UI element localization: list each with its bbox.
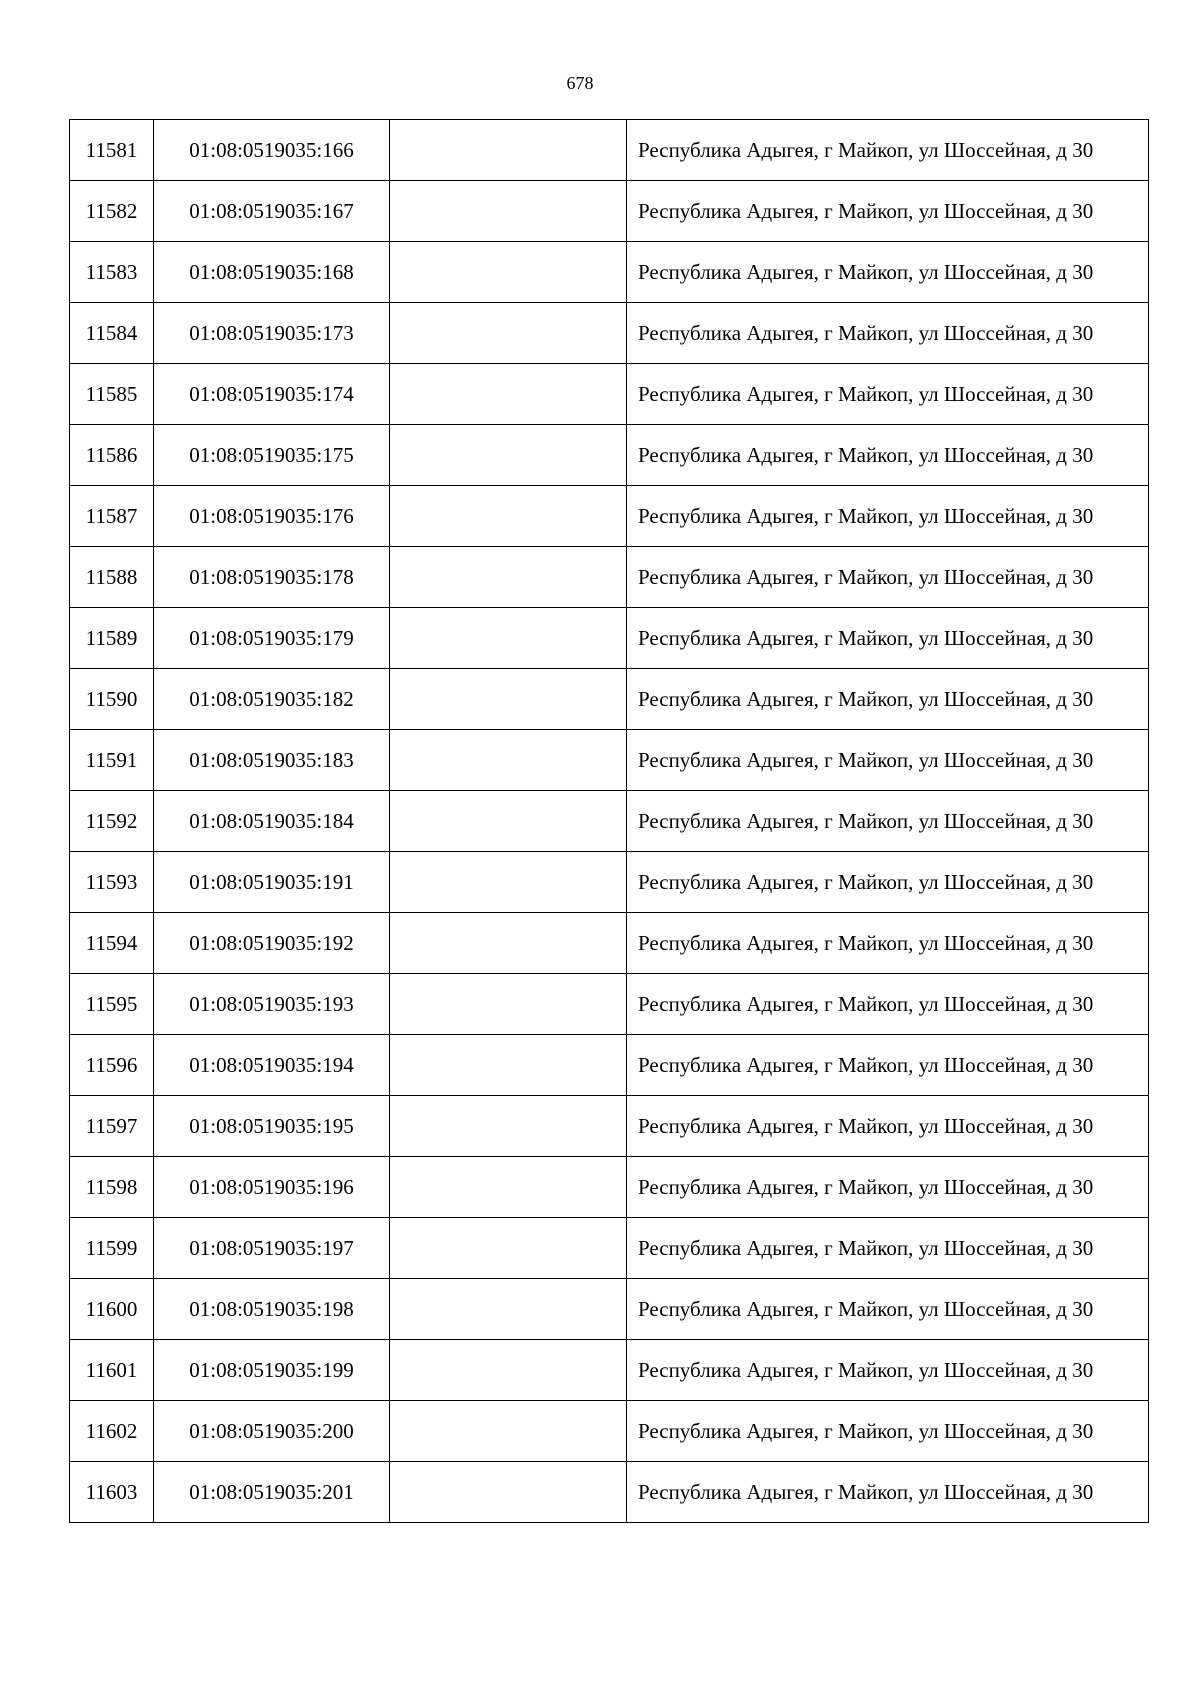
empty-cell xyxy=(390,791,627,852)
row-number-cell: 11585 xyxy=(70,364,154,425)
cadastral-number-cell: 01:08:0519035:182 xyxy=(154,669,390,730)
table-row xyxy=(70,1340,1149,1401)
row-number-cell: 11598 xyxy=(70,1157,154,1218)
address-cell: Республика Адыгея, г Майкоп, ул Шоссейная, д 30 xyxy=(627,1096,1149,1157)
cadastral-number-cell: 01:08:0519035:192 xyxy=(154,913,390,974)
empty-cell xyxy=(390,120,627,181)
table-row xyxy=(70,425,1149,486)
table-row xyxy=(70,852,1149,913)
address-cell: Республика Адыгея, г Майкоп, ул Шоссейная, д 30 xyxy=(627,1157,1149,1218)
empty-cell xyxy=(390,1279,627,1340)
cadastral-number-cell: 01:08:0519035:166 xyxy=(154,120,390,181)
empty-cell xyxy=(390,425,627,486)
address-cell: Республика Адыгея, г Майкоп, ул Шоссейная, д 30 xyxy=(627,1340,1149,1401)
empty-cell xyxy=(390,1035,627,1096)
row-number-cell: 11587 xyxy=(70,486,154,547)
empty-cell xyxy=(390,1462,627,1523)
cadastral-number-cell: 01:08:0519035:194 xyxy=(154,1035,390,1096)
row-number-cell: 11584 xyxy=(70,303,154,364)
row-number-cell: 11592 xyxy=(70,791,154,852)
row-number-cell: 11593 xyxy=(70,852,154,913)
table-row xyxy=(70,486,1149,547)
table-row xyxy=(70,1462,1149,1523)
table-row xyxy=(70,1218,1149,1279)
empty-cell xyxy=(390,486,627,547)
cadastral-number-cell: 01:08:0519035:174 xyxy=(154,364,390,425)
cadastral-number-cell: 01:08:0519035:198 xyxy=(154,1279,390,1340)
table-row xyxy=(70,1279,1149,1340)
address-cell: Республика Адыгея, г Майкоп, ул Шоссейная, д 30 xyxy=(627,364,1149,425)
address-cell: Республика Адыгея, г Майкоп, ул Шоссейная, д 30 xyxy=(627,608,1149,669)
cadastral-number-cell: 01:08:0519035:199 xyxy=(154,1340,390,1401)
table-row xyxy=(70,181,1149,242)
address-cell: Республика Адыгея, г Майкоп, ул Шоссейная, д 30 xyxy=(627,486,1149,547)
address-cell: Республика Адыгея, г Майкоп, ул Шоссейная, д 30 xyxy=(627,1035,1149,1096)
empty-cell xyxy=(390,303,627,364)
table-row xyxy=(70,120,1149,181)
empty-cell xyxy=(390,608,627,669)
empty-cell xyxy=(390,913,627,974)
cadastral-number-cell: 01:08:0519035:173 xyxy=(154,303,390,364)
address-cell: Республика Адыгея, г Майкоп, ул Шоссейная, д 30 xyxy=(627,669,1149,730)
cadastral-number-cell: 01:08:0519035:168 xyxy=(154,242,390,303)
table-row xyxy=(70,547,1149,608)
empty-cell xyxy=(390,974,627,1035)
table-row xyxy=(70,791,1149,852)
empty-cell xyxy=(390,1096,627,1157)
address-cell: Республика Адыгея, г Майкоп, ул Шоссейная, д 30 xyxy=(627,1462,1149,1523)
table-body xyxy=(70,120,1149,1523)
page-number: 678 xyxy=(566,73,594,93)
address-cell: Республика Адыгея, г Майкоп, ул Шоссейная, д 30 xyxy=(627,791,1149,852)
address-cell: Республика Адыгея, г Майкоп, ул Шоссейная, д 30 xyxy=(627,974,1149,1035)
address-cell: Республика Адыгея, г Майкоп, ул Шоссейная, д 30 xyxy=(627,120,1149,181)
row-number-cell: 11596 xyxy=(70,1035,154,1096)
address-cell: Республика Адыгея, г Майкоп, ул Шоссейная, д 30 xyxy=(627,1401,1149,1462)
row-number-cell: 11599 xyxy=(70,1218,154,1279)
address-cell: Республика Адыгея, г Майкоп, ул Шоссейная, д 30 xyxy=(627,425,1149,486)
table-row xyxy=(70,1157,1149,1218)
table-row xyxy=(70,669,1149,730)
row-number-cell: 11594 xyxy=(70,913,154,974)
cadastral-number-cell: 01:08:0519035:179 xyxy=(154,608,390,669)
empty-cell xyxy=(390,364,627,425)
address-cell: Республика Адыгея, г Майкоп, ул Шоссейная, д 30 xyxy=(627,1218,1149,1279)
cadastral-table xyxy=(69,119,1149,1523)
row-number-cell: 11590 xyxy=(70,669,154,730)
row-number-cell: 11588 xyxy=(70,547,154,608)
row-number-cell: 11600 xyxy=(70,1279,154,1340)
address-cell: Республика Адыгея, г Майкоп, ул Шоссейная, д 30 xyxy=(627,852,1149,913)
row-number-cell: 11586 xyxy=(70,425,154,486)
row-number-cell: 11582 xyxy=(70,181,154,242)
row-number-cell: 11603 xyxy=(70,1462,154,1523)
address-cell: Республика Адыгея, г Майкоп, ул Шоссейная, д 30 xyxy=(627,547,1149,608)
empty-cell xyxy=(390,1401,627,1462)
row-number-cell: 11601 xyxy=(70,1340,154,1401)
cadastral-number-cell: 01:08:0519035:178 xyxy=(154,547,390,608)
address-cell: Республика Адыгея, г Майкоп, ул Шоссейная, д 30 xyxy=(627,730,1149,791)
row-number-cell: 11589 xyxy=(70,608,154,669)
address-cell: Республика Адыгея, г Майкоп, ул Шоссейная, д 30 xyxy=(627,242,1149,303)
table-row xyxy=(70,608,1149,669)
empty-cell xyxy=(390,1218,627,1279)
cadastral-number-cell: 01:08:0519035:167 xyxy=(154,181,390,242)
table-row xyxy=(70,242,1149,303)
empty-cell xyxy=(390,730,627,791)
cadastral-number-cell: 01:08:0519035:176 xyxy=(154,486,390,547)
address-cell: Республика Адыгея, г Майкоп, ул Шоссейная, д 30 xyxy=(627,1279,1149,1340)
cadastral-number-cell: 01:08:0519035:197 xyxy=(154,1218,390,1279)
address-cell: Республика Адыгея, г Майкоп, ул Шоссейная, д 30 xyxy=(627,181,1149,242)
empty-cell xyxy=(390,181,627,242)
empty-cell xyxy=(390,242,627,303)
table-row xyxy=(70,303,1149,364)
table-row xyxy=(70,1035,1149,1096)
table-row xyxy=(70,364,1149,425)
empty-cell xyxy=(390,669,627,730)
cadastral-number-cell: 01:08:0519035:196 xyxy=(154,1157,390,1218)
row-number-cell: 11597 xyxy=(70,1096,154,1157)
address-cell: Республика Адыгея, г Майкоп, ул Шоссейная, д 30 xyxy=(627,913,1149,974)
cadastral-number-cell: 01:08:0519035:191 xyxy=(154,852,390,913)
empty-cell xyxy=(390,852,627,913)
empty-cell xyxy=(390,1340,627,1401)
table-row xyxy=(70,974,1149,1035)
row-number-cell: 11602 xyxy=(70,1401,154,1462)
row-number-cell: 11595 xyxy=(70,974,154,1035)
row-number-cell: 11583 xyxy=(70,242,154,303)
cadastral-number-cell: 01:08:0519035:175 xyxy=(154,425,390,486)
empty-cell xyxy=(390,1157,627,1218)
cadastral-number-cell: 01:08:0519035:183 xyxy=(154,730,390,791)
cadastral-number-cell: 01:08:0519035:195 xyxy=(154,1096,390,1157)
empty-cell xyxy=(390,547,627,608)
table-row xyxy=(70,1401,1149,1462)
cadastral-number-cell: 01:08:0519035:193 xyxy=(154,974,390,1035)
address-cell: Республика Адыгея, г Майкоп, ул Шоссейная, д 30 xyxy=(627,303,1149,364)
cadastral-number-cell: 01:08:0519035:200 xyxy=(154,1401,390,1462)
row-number-cell: 11591 xyxy=(70,730,154,791)
cadastral-number-cell: 01:08:0519035:184 xyxy=(154,791,390,852)
row-number-cell: 11581 xyxy=(70,120,154,181)
cadastral-number-cell: 01:08:0519035:201 xyxy=(154,1462,390,1523)
table-row xyxy=(70,913,1149,974)
table-row xyxy=(70,730,1149,791)
table-row xyxy=(70,1096,1149,1157)
